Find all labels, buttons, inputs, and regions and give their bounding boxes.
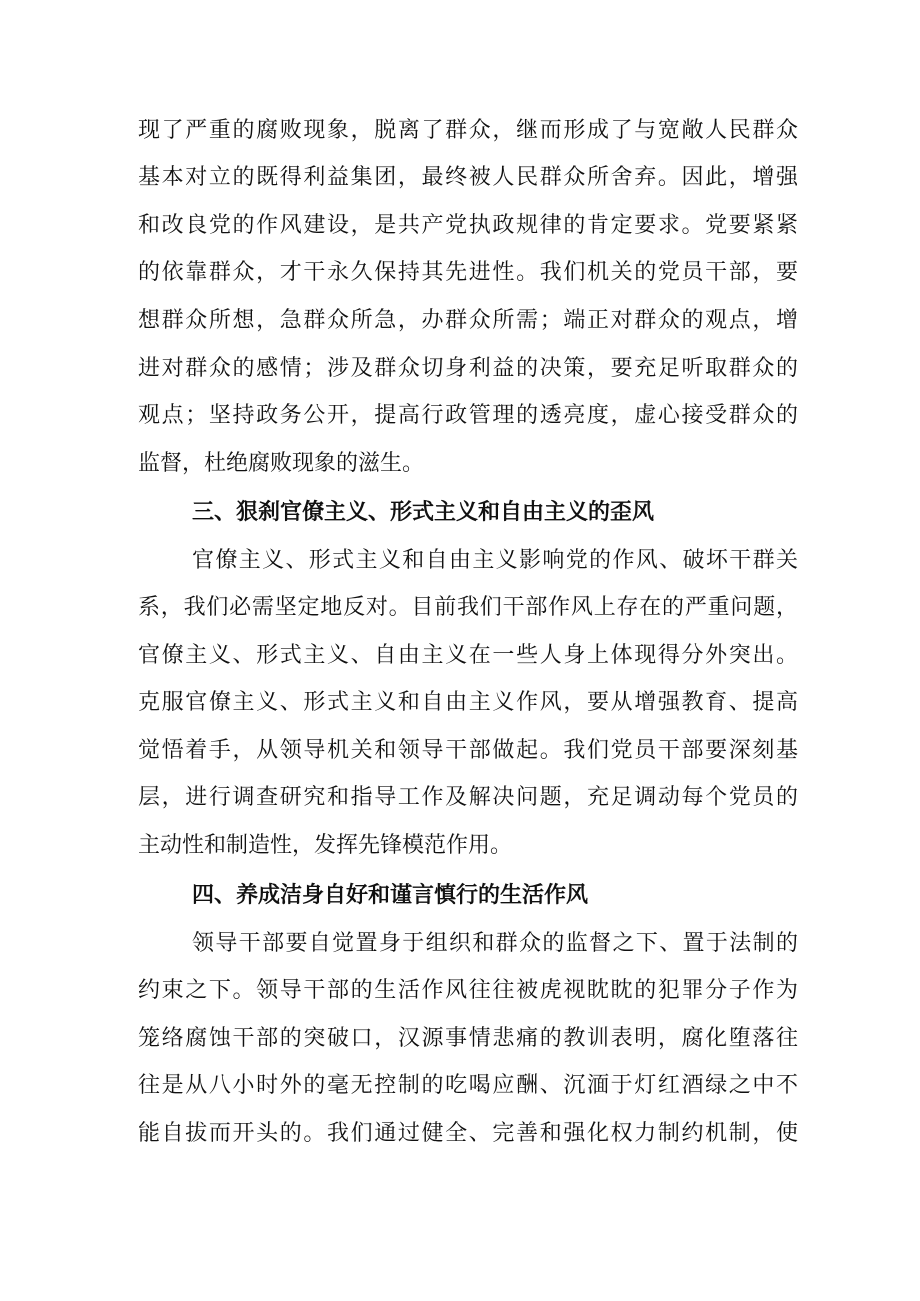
body-text-line: 层，进行调查研究和指导工作及解决问题，充足调动每个党员的 xyxy=(138,785,798,810)
section-heading: 四、养成洁身自好和谨言慎行的生活作风 xyxy=(192,883,589,908)
body-text-line: 系，我们必需坚定地反对。目前我们干部作风上存在的严重问题， xyxy=(138,595,798,620)
body-text-line: 进对群众的感情；涉及群众切身利益的决策，要充足听取群众的 xyxy=(138,356,798,381)
body-text-line: 主动性和制造性，发挥先锋模范作用。 xyxy=(138,833,513,858)
body-text-line: 官僚主义、形式主义、自由主义在一些人身上体现得分外突出。 xyxy=(138,643,798,668)
body-text-line: 基本对立的既得利益集团，最终被人民群众所舍弃。因此，增强 xyxy=(138,165,798,190)
section-heading: 三、狠刹官僚主义、形式主义和自由主义的歪风 xyxy=(192,500,655,525)
body-text-line: 领导干部要自觉置身于组织和群众的监督之下、置于法制的 xyxy=(192,931,798,956)
body-text-line: 观点；坚持政务公开，提高行政管理的透亮度，虚心接受群众的 xyxy=(138,403,798,428)
body-text-line: 能自拔而开头的。我们通过健全、完善和强化权力制约机制，使 xyxy=(138,1121,798,1146)
body-text-line: 往是从八小时外的毫无控制的吃喝应酬、沉湎于灯红酒绿之中不 xyxy=(138,1073,798,1098)
body-text-line: 监督，杜绝腐败现象的滋生。 xyxy=(138,451,425,476)
body-text-line: 现了严重的腐败现象，脱离了群众，继而形成了与宽敞人民群众 xyxy=(138,118,798,143)
body-text-line: 和改良党的作风建设，是共产党执政规律的肯定要求。党要紧紧 xyxy=(138,213,798,238)
body-text-line: 约束之下。领导干部的生活作风往往被虎视眈眈的犯罪分子作为 xyxy=(138,978,798,1003)
body-text-line: 克服官僚主义、形式主义和自由主义作风，要从增强教育、提高 xyxy=(138,690,798,715)
body-text-line: 官僚主义、形式主义和自由主义影响党的作风、破坏干群关 xyxy=(192,548,798,573)
body-text-line: 的依靠群众，才干永久保持其先进性。我们机关的党员干部，要 xyxy=(138,260,798,285)
body-text-line: 觉悟着手，从领导机关和领导干部做起。我们党员干部要深刻基 xyxy=(138,738,798,763)
body-text-line: 想群众所想，急群众所急，办群众所需；端正对群众的观点，增 xyxy=(138,308,798,333)
body-text-line: 笼络腐蚀干部的突破口，汉源事情悲痛的教训表明，腐化堕落往 xyxy=(138,1026,798,1051)
